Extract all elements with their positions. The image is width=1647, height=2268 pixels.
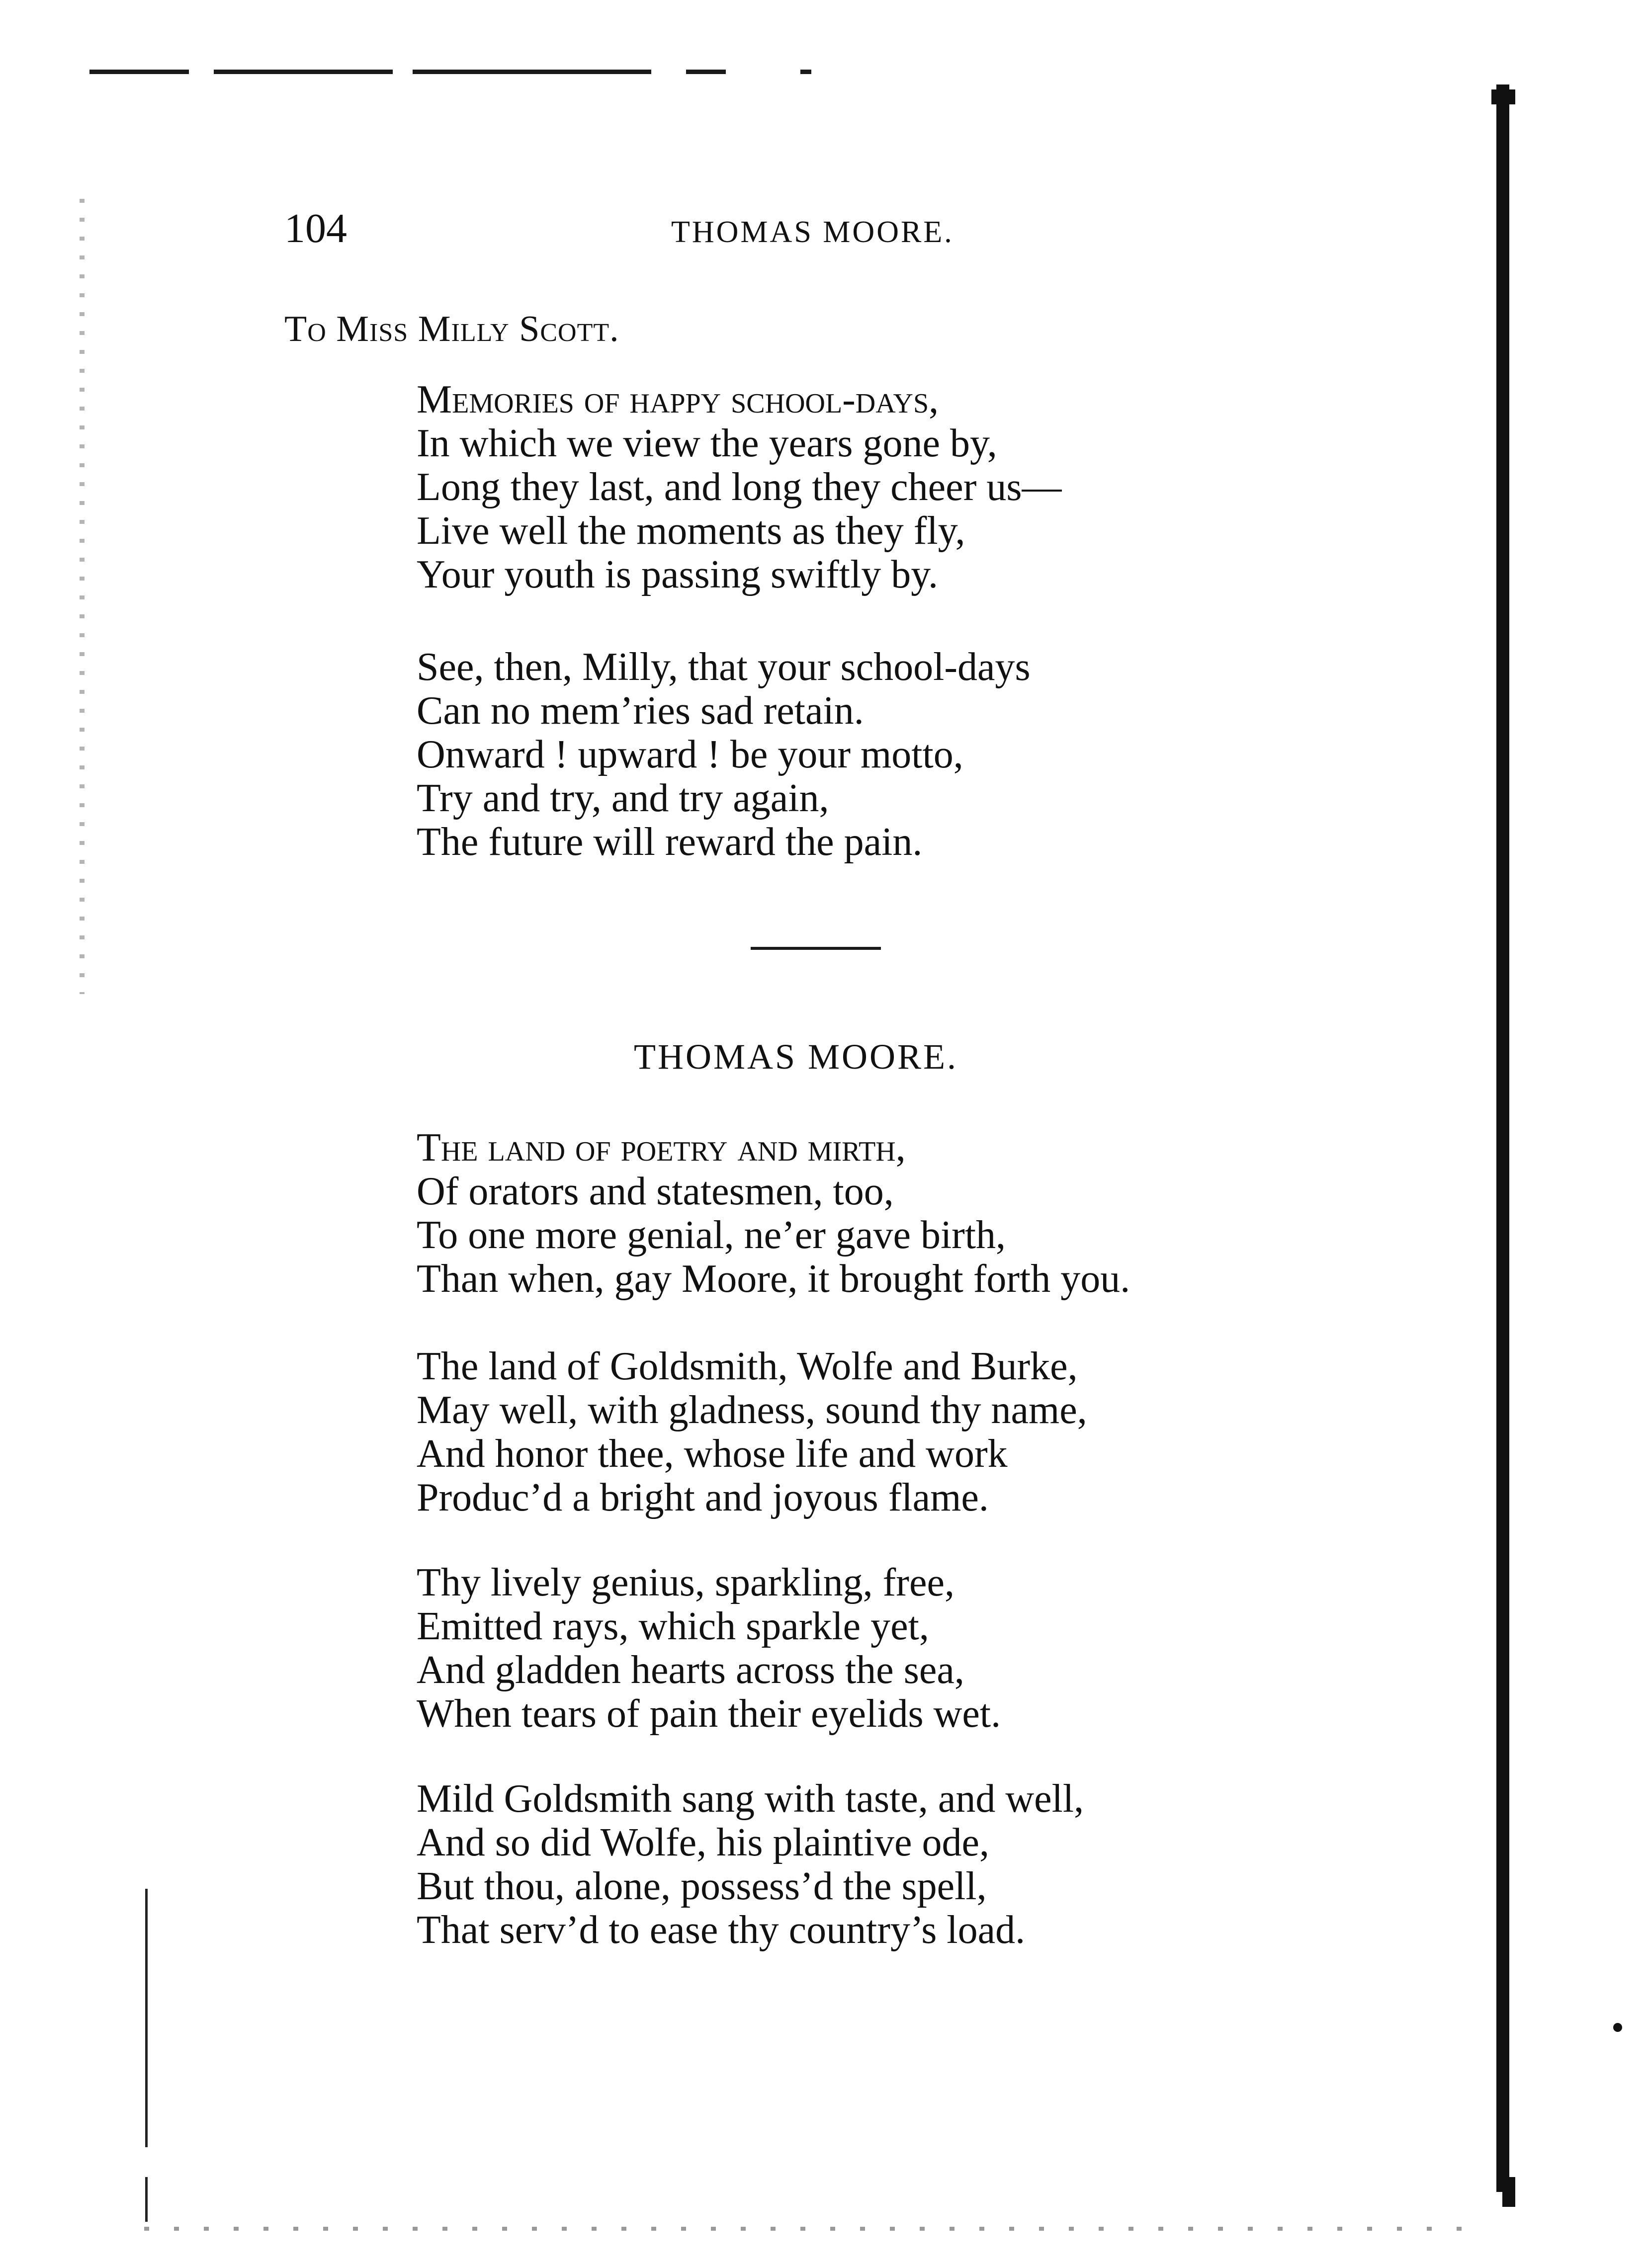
verse-line: The land of poetry and mirth, (417, 1126, 906, 1170)
verse-line: To one more genial, ne’er gave birth, (417, 1213, 1006, 1257)
scan-left-line (145, 1889, 148, 2147)
stanza (417, 645, 1031, 864)
scan-left-speckle (80, 199, 85, 994)
verse-line: Try and try, and try again, (417, 776, 829, 820)
verse-line: Can no mem’ries sad retain. (417, 689, 864, 733)
verse-line: The land of Goldsmith, Wolfe and Burke, (417, 1344, 1078, 1388)
stanza (417, 1126, 1130, 1301)
stanza (417, 1344, 1087, 1519)
verse-line: But thou, alone, possess’d the spell, (417, 1864, 987, 1908)
verse-line: And gladden hearts across the sea, (417, 1648, 964, 1692)
poem-title: To Miss Milly Scott. (284, 309, 619, 349)
verse-line: Of orators and statesmen, too, (417, 1170, 894, 1213)
verse-line: May well, with gladness, sound thy name, (417, 1388, 1087, 1432)
poem-title: THOMAS MOORE. (634, 1037, 958, 1077)
verse-line: Mild Goldsmith sang with taste, and well, (417, 1777, 1084, 1821)
stanza (417, 1561, 1001, 1736)
verse-line: Produc’d a bright and joyous flame. (417, 1476, 989, 1519)
verse-line: Onward ! upward ! be your motto, (417, 733, 963, 776)
verse-line: Memories of happy school-days, (417, 378, 939, 421)
verse-line: Your youth is passing swiftly by. (417, 553, 939, 596)
verse-line: In which we view the years gone by, (417, 421, 997, 465)
scan-top-rule (413, 70, 651, 74)
scan-ink-dot (1613, 2023, 1622, 2032)
verse-line: Long they last, and long they cheer us— (417, 465, 1062, 509)
scan-left-line (145, 2177, 148, 2222)
stanza (417, 378, 1061, 596)
scan-top-rule (686, 70, 726, 74)
running-head: THOMAS MOORE. (671, 215, 954, 249)
verse-line: That serv’d to ease thy country’s load. (417, 1908, 1026, 1952)
page-number: 104 (284, 205, 347, 252)
verse-line: And so did Wolfe, his plaintive ode, (417, 1821, 989, 1864)
scan-spine-shadow (1496, 84, 1509, 2192)
verse-line: Thy lively genius, sparkling, free, (417, 1561, 954, 1604)
scan-bottom-speckle (144, 2227, 1486, 2231)
stanza (417, 1777, 1084, 1952)
scan-top-rule (800, 70, 811, 74)
verse-line: And honor thee, whose life and work (417, 1432, 1008, 1476)
scan-spine-foot (1502, 2177, 1515, 2207)
scan-top-rule (214, 70, 393, 74)
verse-line: Than when, gay Moore, it brought forth you. (417, 1257, 1130, 1301)
verse-line: See, then, Milly, that your school-days (417, 645, 1031, 689)
verse-line: Live well the moments as they fly, (417, 509, 965, 553)
verse-line: When tears of pain their eyelids wet. (417, 1692, 1001, 1736)
section-divider (751, 947, 881, 950)
verse-line: The future will reward the pain. (417, 820, 923, 864)
scan-top-rule (89, 70, 189, 74)
verse-line: Emitted rays, which sparkle yet, (417, 1604, 929, 1648)
